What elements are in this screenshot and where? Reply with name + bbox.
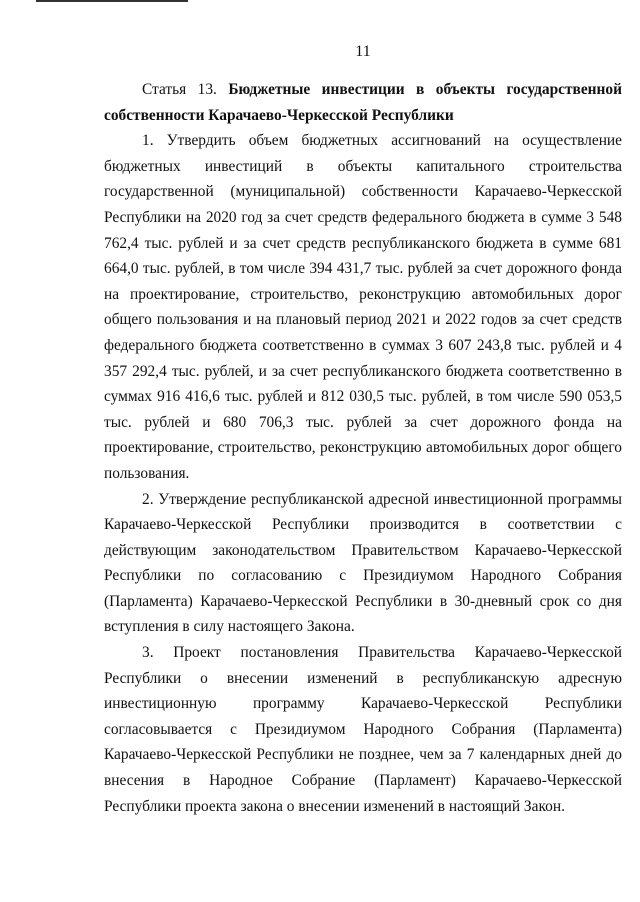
paragraph-3: 3. Проект постановления Правительства Карачаево-Черкесской Республики о внесении изменений в республиканскую адресную инвестиционную программу Карачаево-Черкесской Республики согласовывается с Президиумом Народного Собрания (Парламента) Карачаево-Черкесской Республики не позднее, чем за 7 календарных дней до внесения в Народное Собрание (Парламент) Карачаево-Черкесской Республики проекта закона о внесении изменений в настоящий Закон. xyxy=(104,644,622,815)
paragraph-1: 1. Утвердить объем бюджетных ассигнований на осуществление бюджетных инвестиций в объекты капитального строительства государственной (муниципальной) собственности Карачаево-Черкесской Республики на 2020 год за счет средств федерального бюджета в сумме 3 548 762,4 тыс. рублей и за счет средств республиканского бюджета в сумме 681 664,0 тыс. рублей, в том числе 394 431,7 тыс. рублей за счет дорожного фонда на проектирование, строительство, реконструкцию автомобильных дорог общего пользования и на плановый период 2021 и 2022 годов за счет средств федерального бюджета соответственно в суммах 3 607 243,8 тыс. рублей и 4 357 292,4 тыс. рублей, и за счет республиканского бюджета соответственно в суммах 916 416,6 тыс. рублей и 812 030,5 тыс. рублей, в том числе 590 053,5 тыс. рублей и 680 706,3 тыс. рублей за счет дорожного фонда на проектирование, строительство, реконструкцию автомобильных дорог общего пользования. xyxy=(104,132,622,482)
paragraph-2: 2. Утверждение республиканской адресной инвестиционной программы Карачаево-Черкесской Республики производится в соответствии с действующим законодательством Правительством Карачаево-Черкесской Республики по согласованию с Президиумом Народного Собрания (Парламента) Карачаево-Черкесской Республики в 30-дневный срок со дня вступления в силу настоящего Закона. xyxy=(104,490,622,636)
document-page xyxy=(104,40,622,819)
page-number: 11 xyxy=(355,43,371,60)
article-heading xyxy=(104,77,622,128)
article-title: Бюджетные инвестиции в объекты государственной собственности Карачаево-Черкесской Республики xyxy=(104,81,622,124)
top-rule xyxy=(36,0,188,2)
article-label: Статья 13. xyxy=(142,81,217,98)
